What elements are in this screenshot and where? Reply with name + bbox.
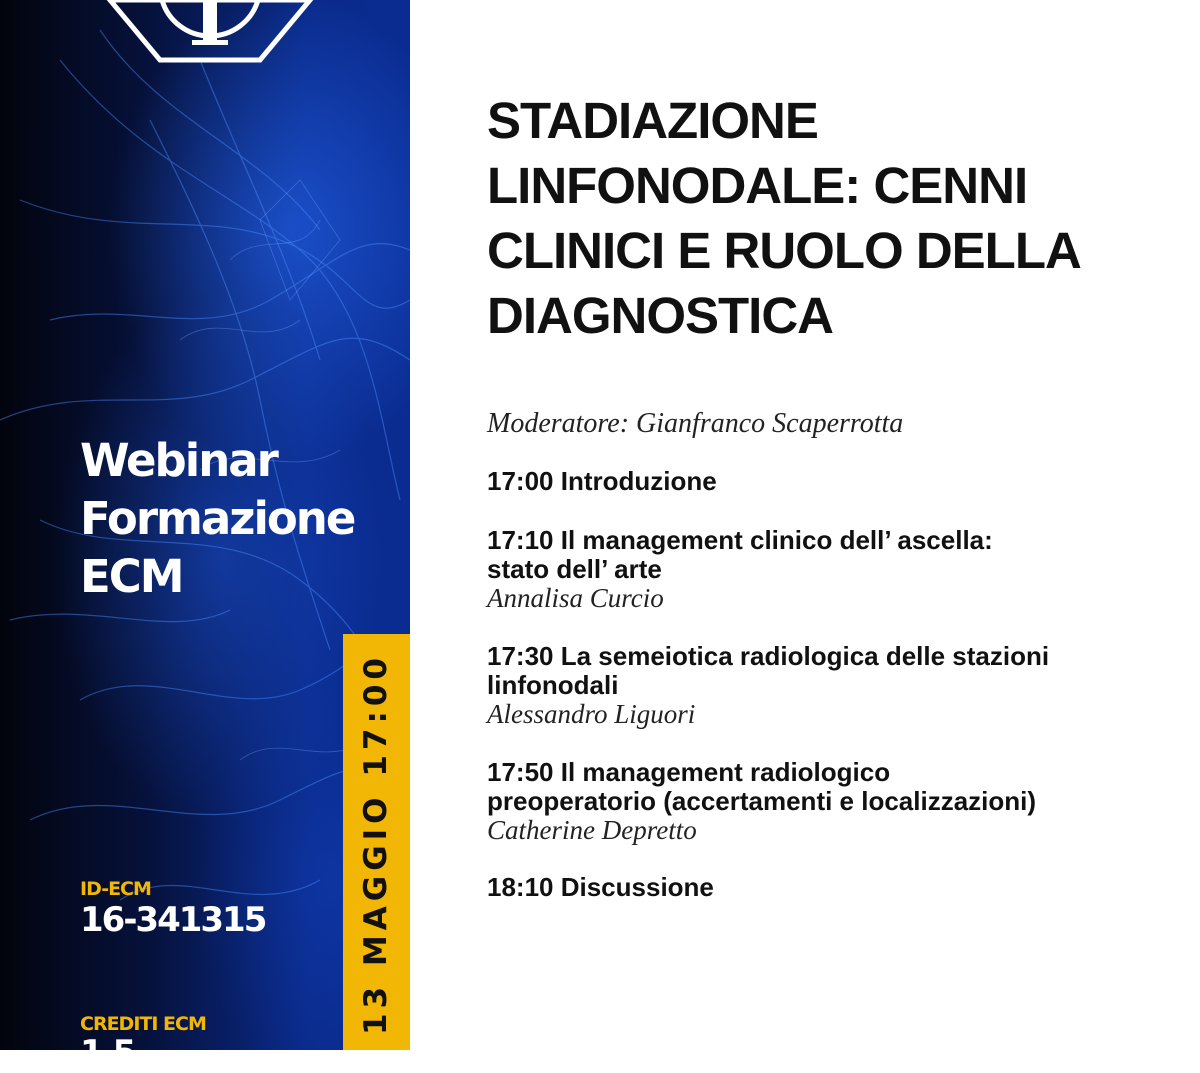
webinar-title-line: Formazione [80,492,355,545]
title-line: DIAGNOSTICA [487,287,833,344]
agenda-item-title: preoperatorio (accertamenti e localizzazioni) [487,786,1037,816]
id-ecm-label: ID-ECM [80,878,151,900]
agenda-item-title: 17:50 Il management radiologico [487,757,891,787]
agenda-speaker: Alessandro Liguori [487,699,696,729]
title-line: CLINICI E RUOLO DELLA [487,222,1081,279]
logo-icon [100,0,318,62]
moderator-text: Moderatore: Gianfranco Scaperrotta [487,408,904,439]
agenda-item-title: 17:10 Il management clinico dell’ ascella: [487,525,993,555]
crediti-ecm-label: CREDITI ECM [80,1013,206,1035]
agenda-item-introduzione [487,467,1187,496]
webinar-title-line: Webinar [80,434,277,487]
id-ecm-value: 16-341315 [80,900,266,940]
date-banner [343,634,410,1050]
event-date: 13 MAGGIO 17:00 [358,652,394,1036]
agenda-item-title: 17:00 Introduzione [487,466,717,496]
agenda-item-semeiotica [487,642,1187,729]
agenda-item-title: 17:30 La semeiotica radiologica delle stazioni [487,641,1050,671]
title-line: LINFONODALE: CENNI [487,157,1028,214]
agenda-speaker: Catherine Depretto [487,815,697,845]
webinar-title [80,432,380,606]
background-image-panel [0,0,410,1073]
agenda-item-title: stato dell’ arte [487,554,662,584]
agenda-item-management-clinico [487,526,1187,613]
agenda-item-management-radiologico [487,758,1187,845]
agenda-item-discussione [487,873,1187,902]
agenda-item-title: linfonodali [487,670,619,700]
webinar-title-line: ECM [80,550,183,603]
agenda-speaker: Annalisa Curcio [487,583,664,613]
agenda-item-title: 18:10 Discussione [487,872,714,902]
crediti-ecm-value: 1,5 [80,1033,135,1073]
page-title [487,88,1187,348]
title-line: STADIAZIONE [487,92,818,149]
